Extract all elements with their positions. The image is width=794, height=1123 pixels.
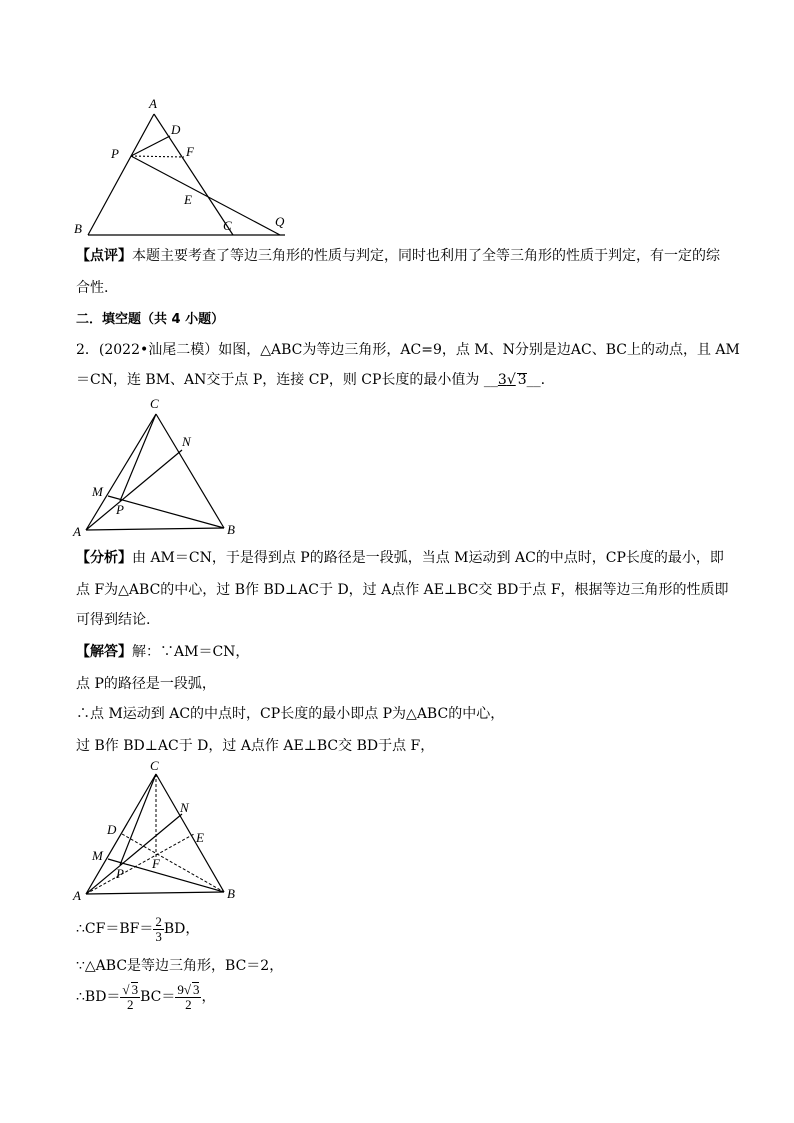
- label-A: A: [149, 96, 157, 111]
- label-N: N: [180, 800, 189, 815]
- label-P: P: [116, 502, 124, 517]
- eq3-f2-coef: 9: [177, 982, 184, 997]
- fraction-two-thirds: [153, 915, 164, 944]
- label-B: B: [227, 886, 235, 901]
- eq3-f1-denominator: 2: [126, 997, 134, 1012]
- label-P: P: [116, 866, 124, 881]
- figure-1-svg: [70, 94, 300, 242]
- problem-line-2-post: __.: [526, 372, 546, 388]
- eq1-rhs: BD，: [163, 921, 200, 937]
- equation-2: ∵△ABC是等边三角形，BC＝2，: [76, 958, 284, 974]
- problem-line-2-pre: ＝CN，连 BM、AN交于点 P，连接 CP，则 CP长度的最小值为 __: [76, 372, 498, 388]
- comment-text-1: 本题主要考查了等边三角形的性质与判定，同时也利用了全等三角形的性质于判定，有一定的综: [132, 248, 720, 264]
- eq3-f2-denominator: 2: [185, 997, 192, 1012]
- solution-line-4: 过 B作 BD⊥AC于 D，过 A点作 AE⊥BC交 BD于点 F，: [76, 738, 435, 754]
- fraction-sqrt3-over-2: [120, 982, 140, 1012]
- label-A: A: [73, 888, 81, 903]
- label-E: E: [196, 830, 204, 845]
- problem-line-1: 2．(2022•汕尾二模）如图，△ABC为等边三角形，AC=9，点 M、N分别是边AC、BC上的动点，且 AM: [76, 342, 740, 358]
- label-Q: Q: [275, 214, 285, 229]
- comment-line-2: [76, 278, 736, 298]
- comment-line-1: [76, 246, 736, 266]
- label-F: F: [152, 856, 160, 871]
- label-M: M: [92, 848, 103, 863]
- figure-3-svg: [70, 758, 250, 903]
- answer-value: 3√ 3: [497, 372, 527, 388]
- equation-1: [76, 914, 736, 944]
- analysis-tag: 【分析】: [76, 550, 132, 566]
- eq3-mid: BC＝: [140, 989, 176, 1005]
- problem-line-2: [76, 370, 736, 390]
- analysis-line-3: 可得到结论.: [76, 612, 151, 628]
- comment-text-2: 合性.: [76, 280, 109, 296]
- comment-tag: 【点评】: [76, 248, 132, 264]
- figure-2-svg: [70, 396, 250, 538]
- section-header: 二．填空题（共 4 小题）: [76, 312, 225, 327]
- eq3-rhs: ，: [201, 989, 216, 1005]
- eq3-lhs: ∴BD＝: [76, 989, 121, 1005]
- eq3-f1-radicand: 3: [131, 982, 139, 997]
- label-M: M: [92, 484, 103, 499]
- label-C: C: [150, 758, 159, 773]
- figure-triangle-center: [70, 758, 250, 903]
- eq3-f1-numerator: √ 3: [122, 982, 139, 997]
- solution-line-1: [76, 642, 736, 662]
- fraction-9sqrt3-over-2: [175, 982, 201, 1012]
- label-C: C: [150, 396, 159, 411]
- label-P: P: [111, 146, 119, 161]
- eq1-numerator: 2: [155, 913, 162, 929]
- figure-triangle-mnp: [70, 396, 250, 538]
- label-C: C: [223, 218, 232, 233]
- label-F: F: [186, 144, 194, 159]
- eq1-lhs: ∴CF＝BF＝: [76, 921, 154, 937]
- label-D: D: [107, 822, 117, 837]
- eq1-denominator: 3: [155, 928, 162, 944]
- solution-line-2: 点 P的路径是一段弧，: [76, 676, 216, 692]
- answer-coef: 3: [497, 372, 507, 388]
- eq3-f2-radicand: 3: [192, 982, 200, 997]
- analysis-line-2: 点 F为△ABC的中心，过 B作 BD⊥AC于 D，过 A点作 AE⊥BC交 BD于点 F，根据等边三角形的性质即: [76, 582, 729, 598]
- label-N: N: [182, 434, 191, 449]
- answer-radicand: 3: [517, 372, 527, 388]
- label-B: B: [74, 221, 82, 236]
- analysis-text-1: 由 AM＝CN，于是得到点 P的路径是一段弧，当点 M运动到 AC的中点时，CP长度的最小，即: [132, 550, 724, 566]
- label-E: E: [184, 192, 192, 207]
- figure-triangle-pq: [70, 94, 300, 242]
- eq3-f2-numerator: 9√ 3: [177, 982, 200, 997]
- solution-line-3: ∴点 M运动到 AC的中点时，CP长度的最小即点 P为△ABC的中心，: [76, 706, 505, 722]
- solution-tag: 【解答】: [76, 644, 132, 660]
- analysis-line-1: [76, 548, 736, 568]
- label-B: B: [227, 522, 235, 537]
- label-A: A: [73, 524, 81, 539]
- equation-3: [76, 982, 736, 1012]
- solution-text-1: 解：∵AM＝CN，: [132, 644, 250, 660]
- label-D: D: [171, 122, 181, 137]
